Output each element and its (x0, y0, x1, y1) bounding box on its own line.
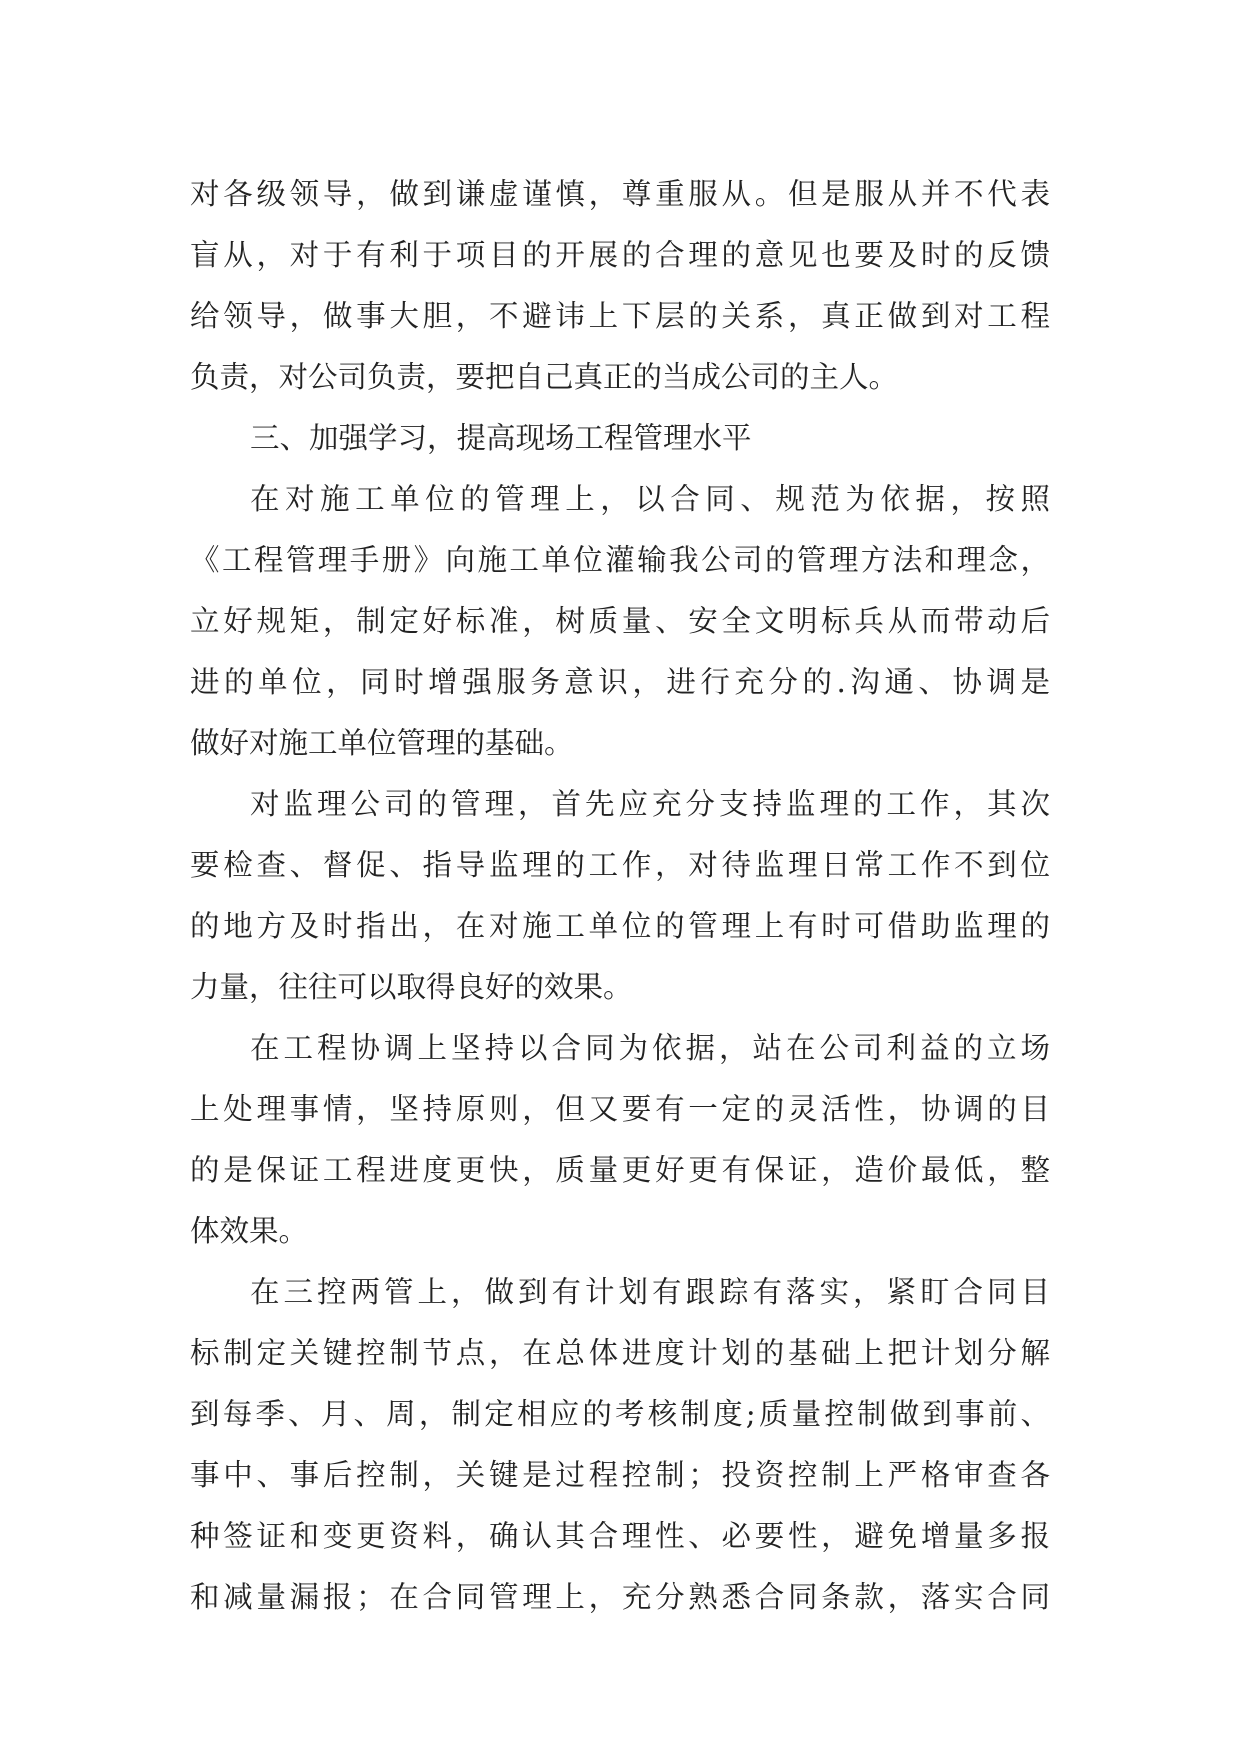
text-line: 做好对施工单位管理的基础。 (190, 726, 574, 760)
text-line: 种签证和变更资料，确认其合理性、必要性，避免增量多报 (190, 1519, 1050, 1553)
text-line: 在工程协调上坚持以合同为依据，站在公司利益的立场 (250, 1031, 1050, 1065)
text-line: 三、加强学习，提高现场工程管理水平 (250, 421, 752, 455)
text-line: 负责，对公司负责，要把自己真正的当成公司的主人。 (190, 360, 899, 394)
text-line: 上处理事情，坚持原则，但又要有一定的灵活性，协调的目 (190, 1092, 1050, 1126)
text-line: 力量，往往可以取得良好的效果。 (190, 970, 633, 1004)
paragraph (190, 1018, 1050, 1262)
paragraph (190, 774, 1050, 1018)
text-line: 《工程管理手册》向施工单位灌输我公司的管理方法和理念， (190, 543, 1050, 577)
paragraph (190, 469, 1050, 774)
text-line: 给领导，做事大胆，不避讳上下层的关系，真正做到对工程 (190, 299, 1050, 333)
text-line: 进的单位，同时增强服务意识，进行充分的.沟通、协调是 (190, 665, 1050, 699)
text-line: 到每季、月、周，制定相应的考核制度;质量控制做到事前、 (190, 1397, 1050, 1431)
text-line: 和减量漏报；在合同管理上，充分熟悉合同条款，落实合同 (190, 1580, 1050, 1614)
text-line: 立好规矩，制定好标准，树质量、安全文明标兵从而带动后 (190, 604, 1050, 638)
text-line: 标制定关键控制节点，在总体进度计划的基础上把计划分解 (190, 1336, 1050, 1370)
text-line: 的地方及时指出，在对施工单位的管理上有时可借助监理的 (190, 909, 1050, 943)
text-line: 对监理公司的管理，首先应充分支持监理的工作，其次 (250, 787, 1050, 821)
text-line: 事中、事后控制，关键是过程控制；投资控制上严格审查各 (190, 1458, 1050, 1492)
text-line: 在对施工单位的管理上，以合同、规范为依据，按照 (250, 482, 1050, 516)
text-line: 要检查、督促、指导监理的工作，对待监理日常工作不到位 (190, 848, 1050, 882)
text-line: 在三控两管上，做到有计划有跟踪有落实，紧盯合同目 (250, 1275, 1050, 1309)
text-line: 体效果。 (190, 1214, 309, 1248)
text-line: 的是保证工程进度更快，质量更好更有保证，造价最低，整 (190, 1153, 1050, 1187)
text-line: 盲从，对于有利于项目的开展的合理的意见也要及时的反馈 (190, 238, 1050, 272)
paragraph (190, 1262, 1050, 1628)
paragraph (190, 164, 1050, 408)
text-line: 对各级领导，做到谦虚谨慎，尊重服从。但是服从并不代表 (190, 177, 1050, 211)
section-heading (190, 408, 1050, 469)
document-body (190, 164, 1050, 1628)
